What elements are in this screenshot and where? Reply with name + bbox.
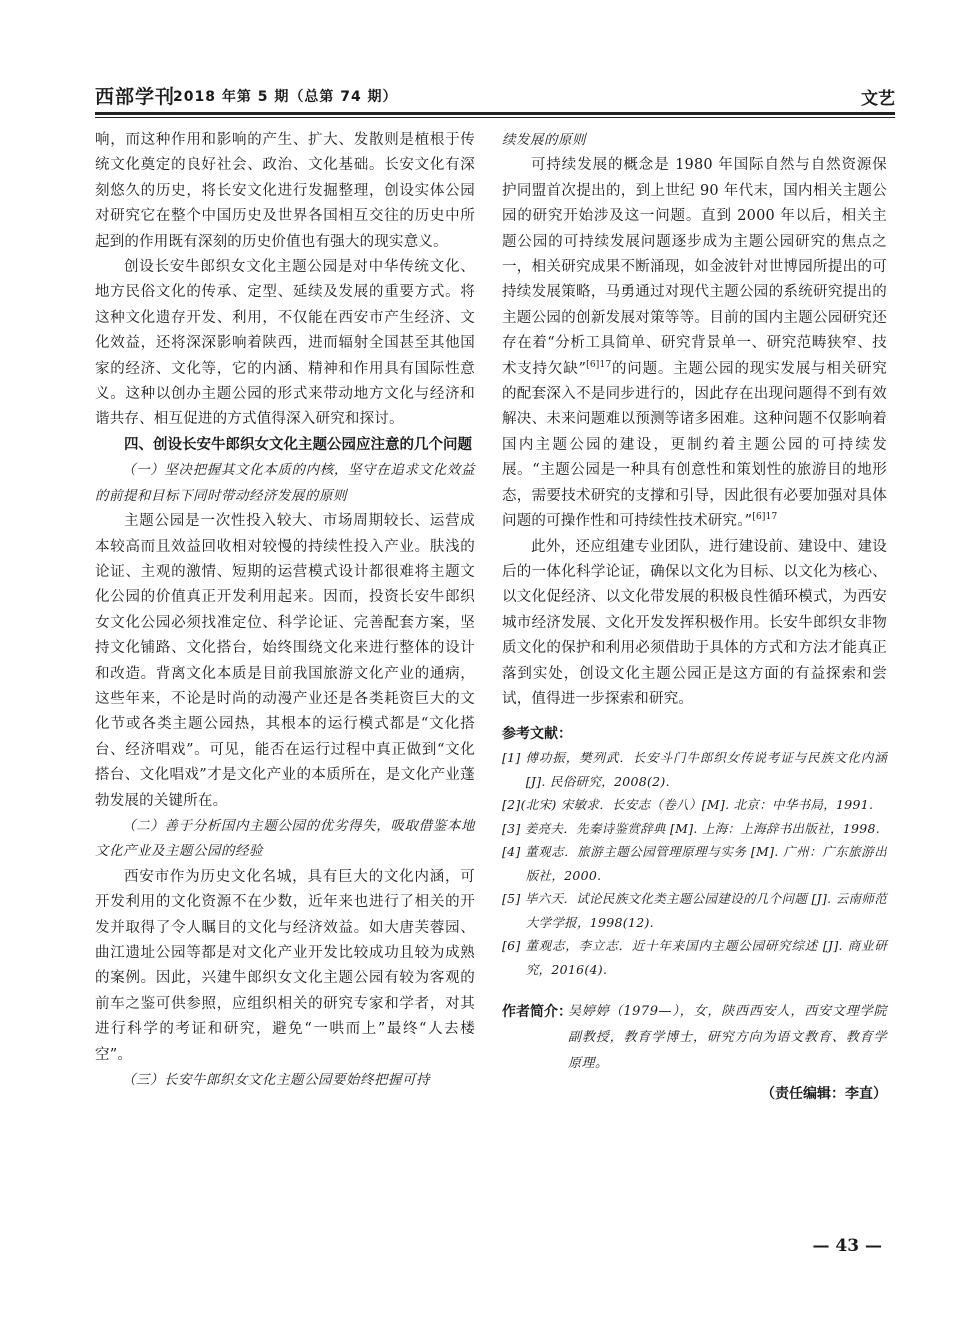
body-paragraph: 响，而这种作用和影响的产生、扩大、发散则是植根于传统文化奠定的良好社会、政治、文化基础。长安文化有深刻悠久的历史，将长安文化进行发掘整理，创设实体公园对研究它在整个中国历史及世界各国相互交往的历史中所起到的作用既有深刻的历史价值也有强大的现实意义。	[95, 132, 475, 250]
reference-item: [6] 董观志，李立志．近十年来国内主题公园研究综述 [J]. 商业研究，2016(4).	[502, 938, 887, 977]
section-heading: 四、创设长安牛郎织女文化主题公园应注意的几个问题	[124, 436, 472, 453]
subsection-heading: （一）坚决把握其文化本质的内核，坚守在追求文化效益的前提和目标下同时带动经济发展的原则	[95, 462, 475, 504]
body-paragraph: 创设长安牛郎织女文化主题公园是对中华传统文化、地方民俗文化的传承、定型、延续及发展的重要方式。将这种文化遗存开发、利用，不仅能在西安市产生经济、文化效益，还将深深影响着陕西，进而辐射全国甚至其他国家的经济、文化等，它的内涵、精神和作用具有国际性意义。这种以创办主题公园的形式来带动地方文化与经济和谐共存、相互促进的方式值得深入研究和探讨。	[95, 259, 475, 428]
references-title: 参考文献：	[502, 726, 572, 743]
reference-item: [4] 董观志．旅游主题公园管理原理与实务 [M]. 广州：广东旅游出版社，2000.	[502, 844, 887, 883]
section-tag: 文艺	[861, 89, 895, 109]
references-list	[502, 746, 887, 981]
citation-marker: [6]17	[586, 359, 612, 370]
reference-item: [5] 毕六天．试论民族文化类主题公园建设的几个问题 [J]. 云南师范大学学报，1998(12).	[502, 891, 887, 930]
right-column-body	[502, 128, 887, 712]
page-header	[95, 82, 895, 112]
body-paragraph: 可持续发展的概念是 1980 年国际自然与自然资源保护同盟首次提出的，到上世纪 90 年代末，国内相关主题公园的研究开始涉及这一问题。直到 2000 年以后，相关主题公园的可持续发展问题逐步成为主题公园研究的焦点之一，相关研究成果不断涌现，如金波针对世博园所提出的可持续发展策略，马勇通过对现代主题公园的系统研究提出的主题公园的创新发展对策等等。目前的国内主题公园研究还存在着“分析工具简单、研究背景单一、研究范畴狭窄、技术支持欠缺”$^{[6]17}$的问题。主题公园的现实发展与相关研究的配套深入不是同步进行的，因此存在出现问题得不到有效解决、未来问题难以预测等诸多困难。这种问题不仅影响着国内主题公园的建设，更制约着主题公园的可持续发展。“主题公园是一种具有创意性和策划性的旅游目的地形态，需要技术研究的支撑和引导，因此很有必要加强对具体问题的可操作性和可持续性技术研究。”$^{[6]17}$	[502, 157, 887, 530]
body-paragraph: 西安市作为历史文化名城，具有巨大的文化内涵，可开发利用的文化资源不在少数，近年来也进行了相关的开发并取得了令人瞩目的文化与经济效益。如大唐芙蓉园、曲江遗址公园等都是对文化产业开发比较成功且较为成熟的案例。因此，兴建牛郎织女文化主题公园有较为客观的前车之鉴可供参照，应组织相关的研究专家和学者，对其进行科学的考证和研究，避免“一哄而上”最终“人去楼空”。	[95, 868, 475, 1063]
author-bio	[502, 999, 887, 1077]
subsection-heading: （三）长安牛郎织女文化主题公园要始终把握可持	[122, 1072, 430, 1089]
header-rule	[95, 112, 895, 118]
subsection-heading: （二）善于分析国内主题公园的优劣得失，吸取借鉴本地文化产业及主题公园的经验	[95, 817, 475, 860]
responsible-editor: （责任编辑：李直）	[761, 1086, 887, 1103]
author-bio-label: 作者简介：	[502, 1004, 572, 1021]
subsection-heading: 续发展的原则	[502, 132, 586, 148]
body-paragraph: 主题公园是一次性投入较大、市场周期较长、运营成本较高而且效益回收相对较慢的持续性投入产业。肤浅的论证、主观的激情、短期的运营模式设计都很难将主题文化公园的价值真正开发利用起来。因而，投资长安牛郎织女文化公园必须找准定位、科学论证、完善配套方案，坚持文化铺路、文化搭台，始终围绕文化来进行整体的设计和改造。背离文化本质是目前我国旅游文化产业的通病，这些年来，不论是时尚的动漫产业还是各类耗资巨大的文化节或各类主题公园热，其根本的运行模式都是“文化搭台、经济唱戏”。可见，能否在运行过程中真正做到“文化搭台、文化唱戏”才是文化产业的本质所在，是文化产业蓬勃发展的关键所在。	[95, 513, 475, 809]
reference-item: [3] 姜亮夫．先秦诗鉴赏辞典 [M]. 上海：上海辞书出版社，1998.	[502, 820, 881, 836]
page-number: — 43 —	[812, 1236, 882, 1256]
journal-logo: 西部学刊	[95, 86, 176, 108]
author-bio-text: 吴婷婷（1979—），女，陕西西安人，西安文理学院副教授，教育学博士，研究方向为语文教育、教育学原理。	[568, 1004, 887, 1072]
reference-item: [1] 傅功振，樊列武．长安斗门牛郎织女传说考证与民族文化内涵 [J]. 民俗研究，2008(2).	[502, 750, 887, 789]
issue-info: 2018 年第 5 期（总第 74 期）	[173, 89, 398, 105]
right-column	[502, 128, 887, 1103]
left-column	[95, 128, 475, 1093]
reference-item: [2](北宋) 宋敏求．长安志（卷八）[M]. 北京：中华书局，1991.	[502, 797, 874, 813]
body-paragraph: 此外，还应组建专业团队，进行建设前、建设中、建设后的一体化科学论证，确保以文化为目标、以文化为核心、以文化促经济、以文化带发展的积极良性循环模式，为西安城市经济发展、文化开发发挥积极作用。长安牛郎织女非物质文化的保护和利用必须借助于具体的方式和方法才能真正落到实处，创设文化主题公园正是这方面的有益探索和尝试，值得进一步探索和研究。	[502, 538, 887, 707]
citation-marker: [6]17	[752, 512, 778, 523]
